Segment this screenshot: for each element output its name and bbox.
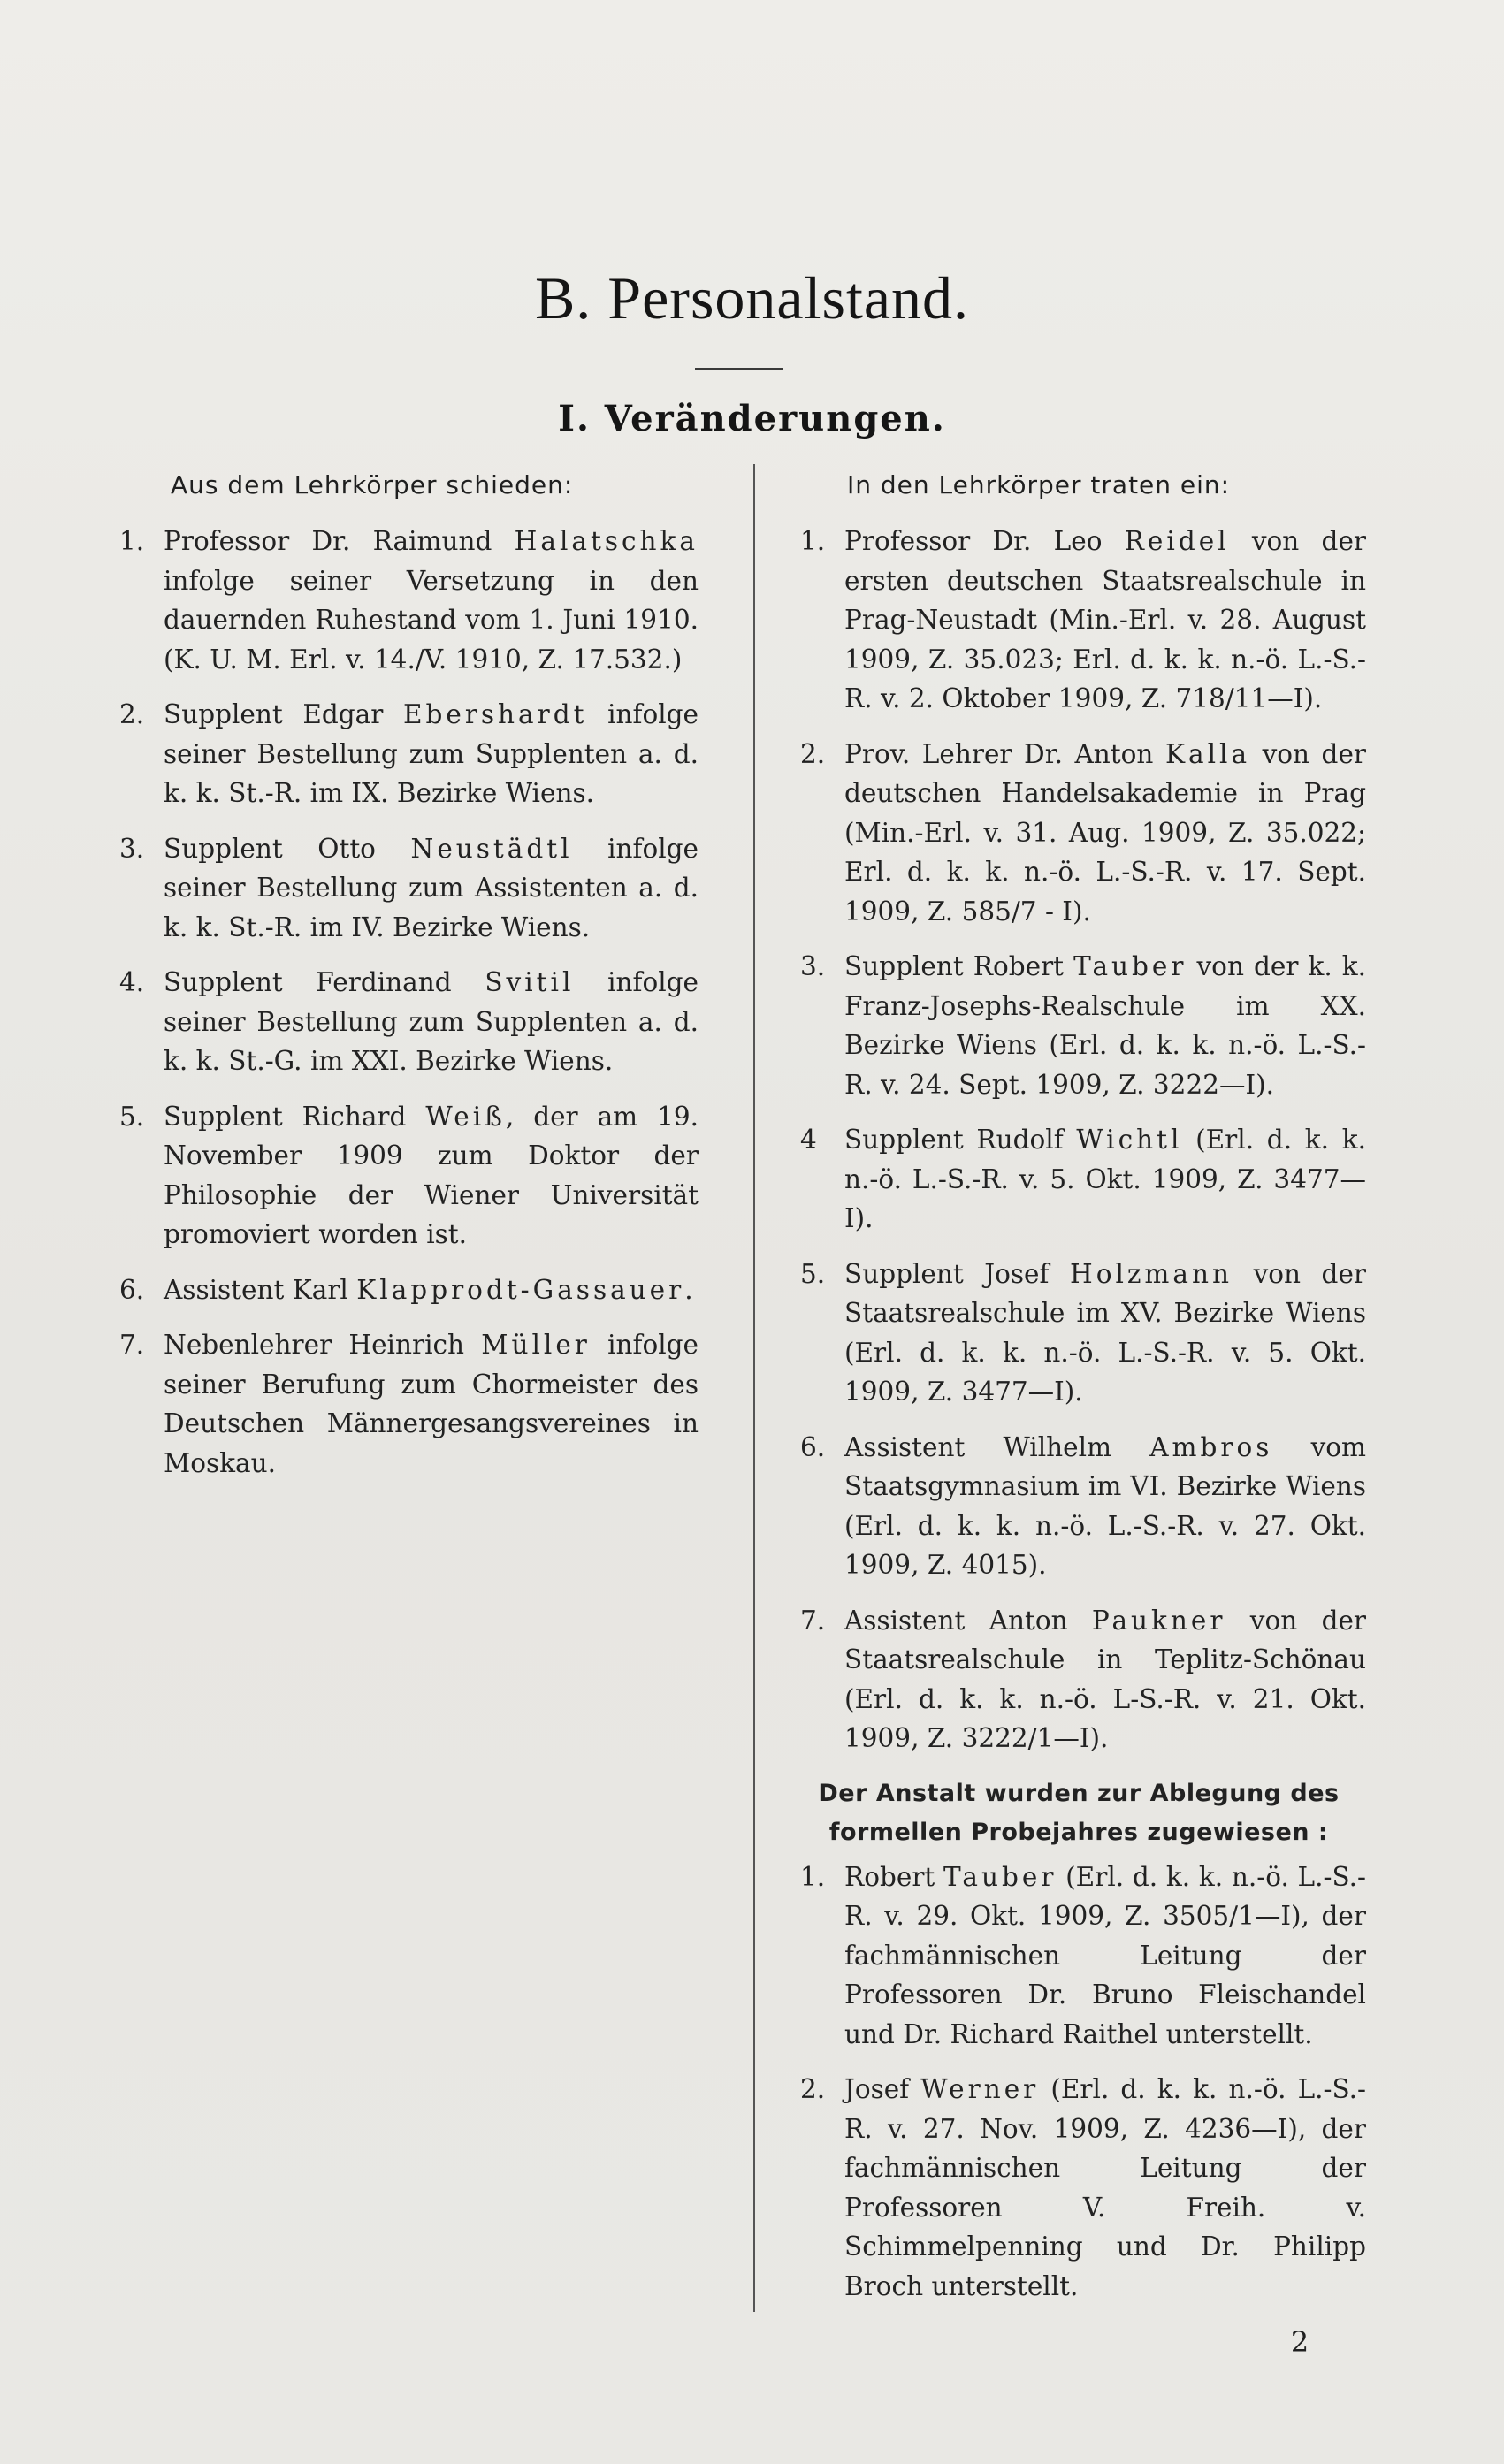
list-item: 3. Supplent Otto Neustädtl infolge seiner Bestellung zum Assistenten a. d. k. k. St.-R. im IV. Bezirke Wiens. [119,829,699,948]
item-number: 1. [119,526,145,556]
person-name: Tauber [943,1861,1057,1892]
right-column [800,522,1366,2322]
list-item: 3. Supplent Robert Tauber von der k. k. Franz-Josephs-Realschule im XX. Bezirke Wiens (Erl. d. k. k. n.-ö. L.-S.-R. v. 24. Sept. 1909, Z. 3222—I). [800,947,1366,1104]
person-name: Halatschka [514,526,699,556]
section-title: I. Veränderungen. [558,398,946,439]
item-number: 4. [119,967,145,997]
person-name: Tauber [1073,951,1187,981]
left-column [119,522,699,1499]
item-number: 2. [800,738,826,769]
list-item: 2. Josef Werner (Erl. d. k. k. n.-ö. L.-S.-R. v. 27. Nov. 1909, Z. 4236—I), der fachmännischen Leitung der Professoren V. Freih. v. Schimmelpenning und Dr. Philipp Broch unterstellt. [800,2070,1366,2306]
person-name: Holzmann [1069,1258,1233,1289]
person-name: Reidel [1124,526,1230,556]
item-number: 2. [800,2074,826,2104]
person-name: Svitil [485,967,575,997]
item-number: 6. [800,1431,826,1462]
column-divider [753,464,755,2312]
item-number: 1. [800,1861,826,1892]
item-number: 3. [119,833,145,864]
person-name: Klapprodt-Gassauer [356,1274,685,1305]
page-number: 2 [1290,2325,1309,2359]
person-name: Ambros [1149,1431,1273,1462]
list-item: 1. Professor Dr. Leo Reidel von der ersten deutschen Staatsrealschule in Prag-Neustadt (Min.-Erl. v. 28. August 1909, Z. 35.023; Erl. d. k. k. n.-ö. L.-S.-R. v. 2. Oktober 1909, Z. 718/11—I). [800,522,1366,719]
item-number: 3. [800,951,826,981]
list-item: 7. Assistent Anton Paukner von der Staatsrealschule in Teplitz-Schönau (Erl. d. k. k. n.-ö. L-S.-R. v. 21. Okt. 1909, Z. 3222/1—I). [800,1601,1366,1758]
person-name: Weiß [425,1101,506,1132]
list-item: 5. Supplent Josef Holzmann von der Staatsrealschule im XV. Bezirke Wiens (Erl. d. k. k. n.-ö. L.-S.-R. v. 5. Okt. 1909, Z. 3477—I). [800,1255,1366,1412]
list-item: 2. Supplent Edgar Ebershardt infolge seiner Bestellung zum Supplenten a. d. k. k. St.-R. im IX. Bezirke Wiens. [119,695,699,813]
item-number: 6. [119,1274,145,1305]
title-divider [695,368,783,370]
list-item: 7. Nebenlehrer Heinrich Müller infolge seiner Berufung zum Chormeister des Deutschen Männergesangsvereines in Moskau. [119,1325,699,1483]
probation-heading: Der Anstalt wurden zur Ablegung des formellen Probejahres zugewiesen : [818,1779,1340,1846]
list-item: 5. Supplent Richard Weiß, der am 19. November 1909 zum Doktor der Philosophie der Wiener Universität promoviert worden ist. [119,1097,699,1255]
person-name: Wichtl [1076,1125,1183,1155]
person-name: Ebershardt [402,699,588,729]
list-item: 1. Robert Tauber (Erl. d. k. k. n.-ö. L.-S.-R. v. 29. Okt. 1909, Z. 3505/1—I), der fachmännischen Leitung der Professoren Dr. Bruno Fleischandel und Dr. Richard Raithel unterstellt. [800,1858,1366,2055]
item-number: 7. [119,1330,145,1360]
list-item: 6. Assistent Wilhelm Ambros vom Staatsgymnasium im VI. Bezirke Wiens (Erl. d. k. k. n.-ö. L.-S.-R. v. 27. Okt. 1909, Z. 4015). [800,1428,1366,1585]
person-name: Werner [920,2074,1040,2104]
person-name: Kalla [1164,738,1251,769]
list-item: 6. Assistent Karl Klapprodt-Gassauer. [119,1270,699,1310]
item-number: 2. [119,699,145,729]
item-number: 4 [800,1125,817,1155]
list-item: 4 Supplent Rudolf Wichtl (Erl. d. k. k. n.-ö. L.-S.-R. v. 5. Okt. 1909, Z. 3477—I). [800,1120,1366,1239]
right-column-heading: In den Lehrkörper traten ein: [847,470,1231,500]
page-title: B. Personalstand. [534,264,970,332]
person-name: Paukner [1091,1605,1226,1636]
list-item: 2. Prov. Lehrer Dr. Anton Kalla von der deutschen Handelsakademie in Prag (Min.-Erl. v. 31. Aug. 1909, Z. 35.022; Erl. d. k. k. n.-ö. L.-S.-R. v. 17. Sept. 1909, Z. 585/7 - I). [800,735,1366,932]
item-number: 1. [800,526,826,556]
item-number: 5. [119,1101,145,1132]
left-column-heading: Aus dem Lehrkörper schieden: [171,470,574,500]
person-name: Müller [481,1330,591,1360]
list-item: 4. Supplent Ferdinand Svitil infolge seiner Bestellung zum Supplenten a. d. k. k. St.-G. im XXI. Bezirke Wiens. [119,963,699,1081]
list-item: 1. Professor Dr. Raimund Halatschka infolge seiner Versetzung in den dauernden Ruhestand vom 1. Juni 1910. (K. U. M. Erl. v. 14./V. 1910, Z. 17.532.) [119,522,699,679]
person-name: Neustädtl [410,833,573,864]
item-number: 7. [800,1605,826,1636]
item-number: 5. [800,1258,826,1289]
